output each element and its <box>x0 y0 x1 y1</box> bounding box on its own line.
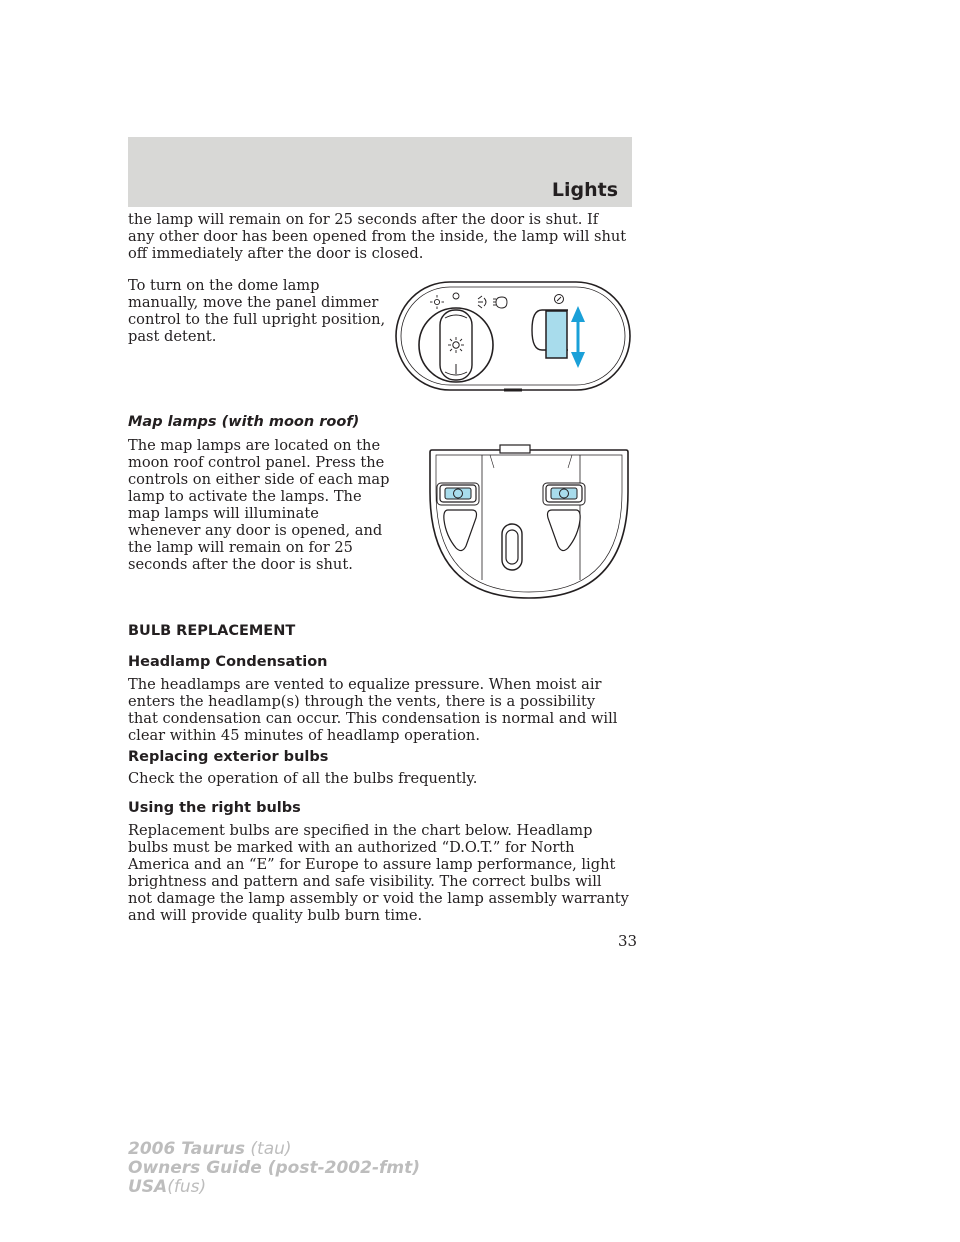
paragraph-right-bulbs: Replacement bulbs are specified in the chart below. Headlamp bulbs must be marked with an authorized “D.O.T.” for North America and an “E” for Europe to assure lamp performance, light brightness and pattern and safe visibility. The correct bulbs will not damage the lamp assembly or void the lamp assembly warranty and will provide quality bulb burn time. <box>128 822 629 924</box>
map-lamp-console-illustration <box>420 440 638 608</box>
footer-market-code: (fus) <box>167 1177 207 1197</box>
heading-headlamp-condensation: Headlamp Condensation <box>128 654 328 670</box>
heading-bulb-replacement: BULB REPLACEMENT <box>128 623 296 639</box>
footer-document-info <box>128 1140 420 1197</box>
headlamp-dimmer-switch-illustration <box>392 278 634 398</box>
paragraph-dome-lamp-timeout: the lamp will remain on for 25 seconds after the door is shut. If any other door has been opened from the inside, the lamp will shut off immediately after the door is closed. <box>128 211 627 262</box>
heading-using-right-bulbs: Using the right bulbs <box>128 800 301 816</box>
header-band <box>128 137 632 207</box>
paragraph-check-bulbs: Check the operation of all the bulbs frequently. <box>128 770 478 787</box>
section-title: Lights <box>551 179 618 201</box>
footer-model-code: (tau) <box>250 1139 292 1159</box>
paragraph-dome-lamp-manual: To turn on the dome lamp manually, move the panel dimmer control to the full upright position, past detent. <box>128 277 386 345</box>
heading-replacing-exterior-bulbs: Replacing exterior bulbs <box>128 749 329 765</box>
heading-map-lamps: Map lamps (with moon roof) <box>128 414 360 430</box>
footer-market: USA <box>128 1177 168 1197</box>
footer-guide-name: Owners Guide (post-2002-fmt) <box>128 1158 421 1178</box>
footer-model: 2006 Taurus <box>128 1139 245 1159</box>
paragraph-headlamp-condensation: The headlamps are vented to equalize pressure. When moist air enters the headlamp(s) through the vents, there is a possibility that condensation can occur. This condensation is normal and will clear within 45 minutes of headlamp operation. <box>128 676 618 744</box>
paragraph-map-lamps: The map lamps are located on the moon roof control panel. Press the controls on either side of each map lamp to activate the lamps. The map lamps will illuminate whenever any door is opened, and the lamp will remain on for 25 seconds after the door is shut. <box>128 437 390 573</box>
page-number: 33 <box>618 932 638 950</box>
